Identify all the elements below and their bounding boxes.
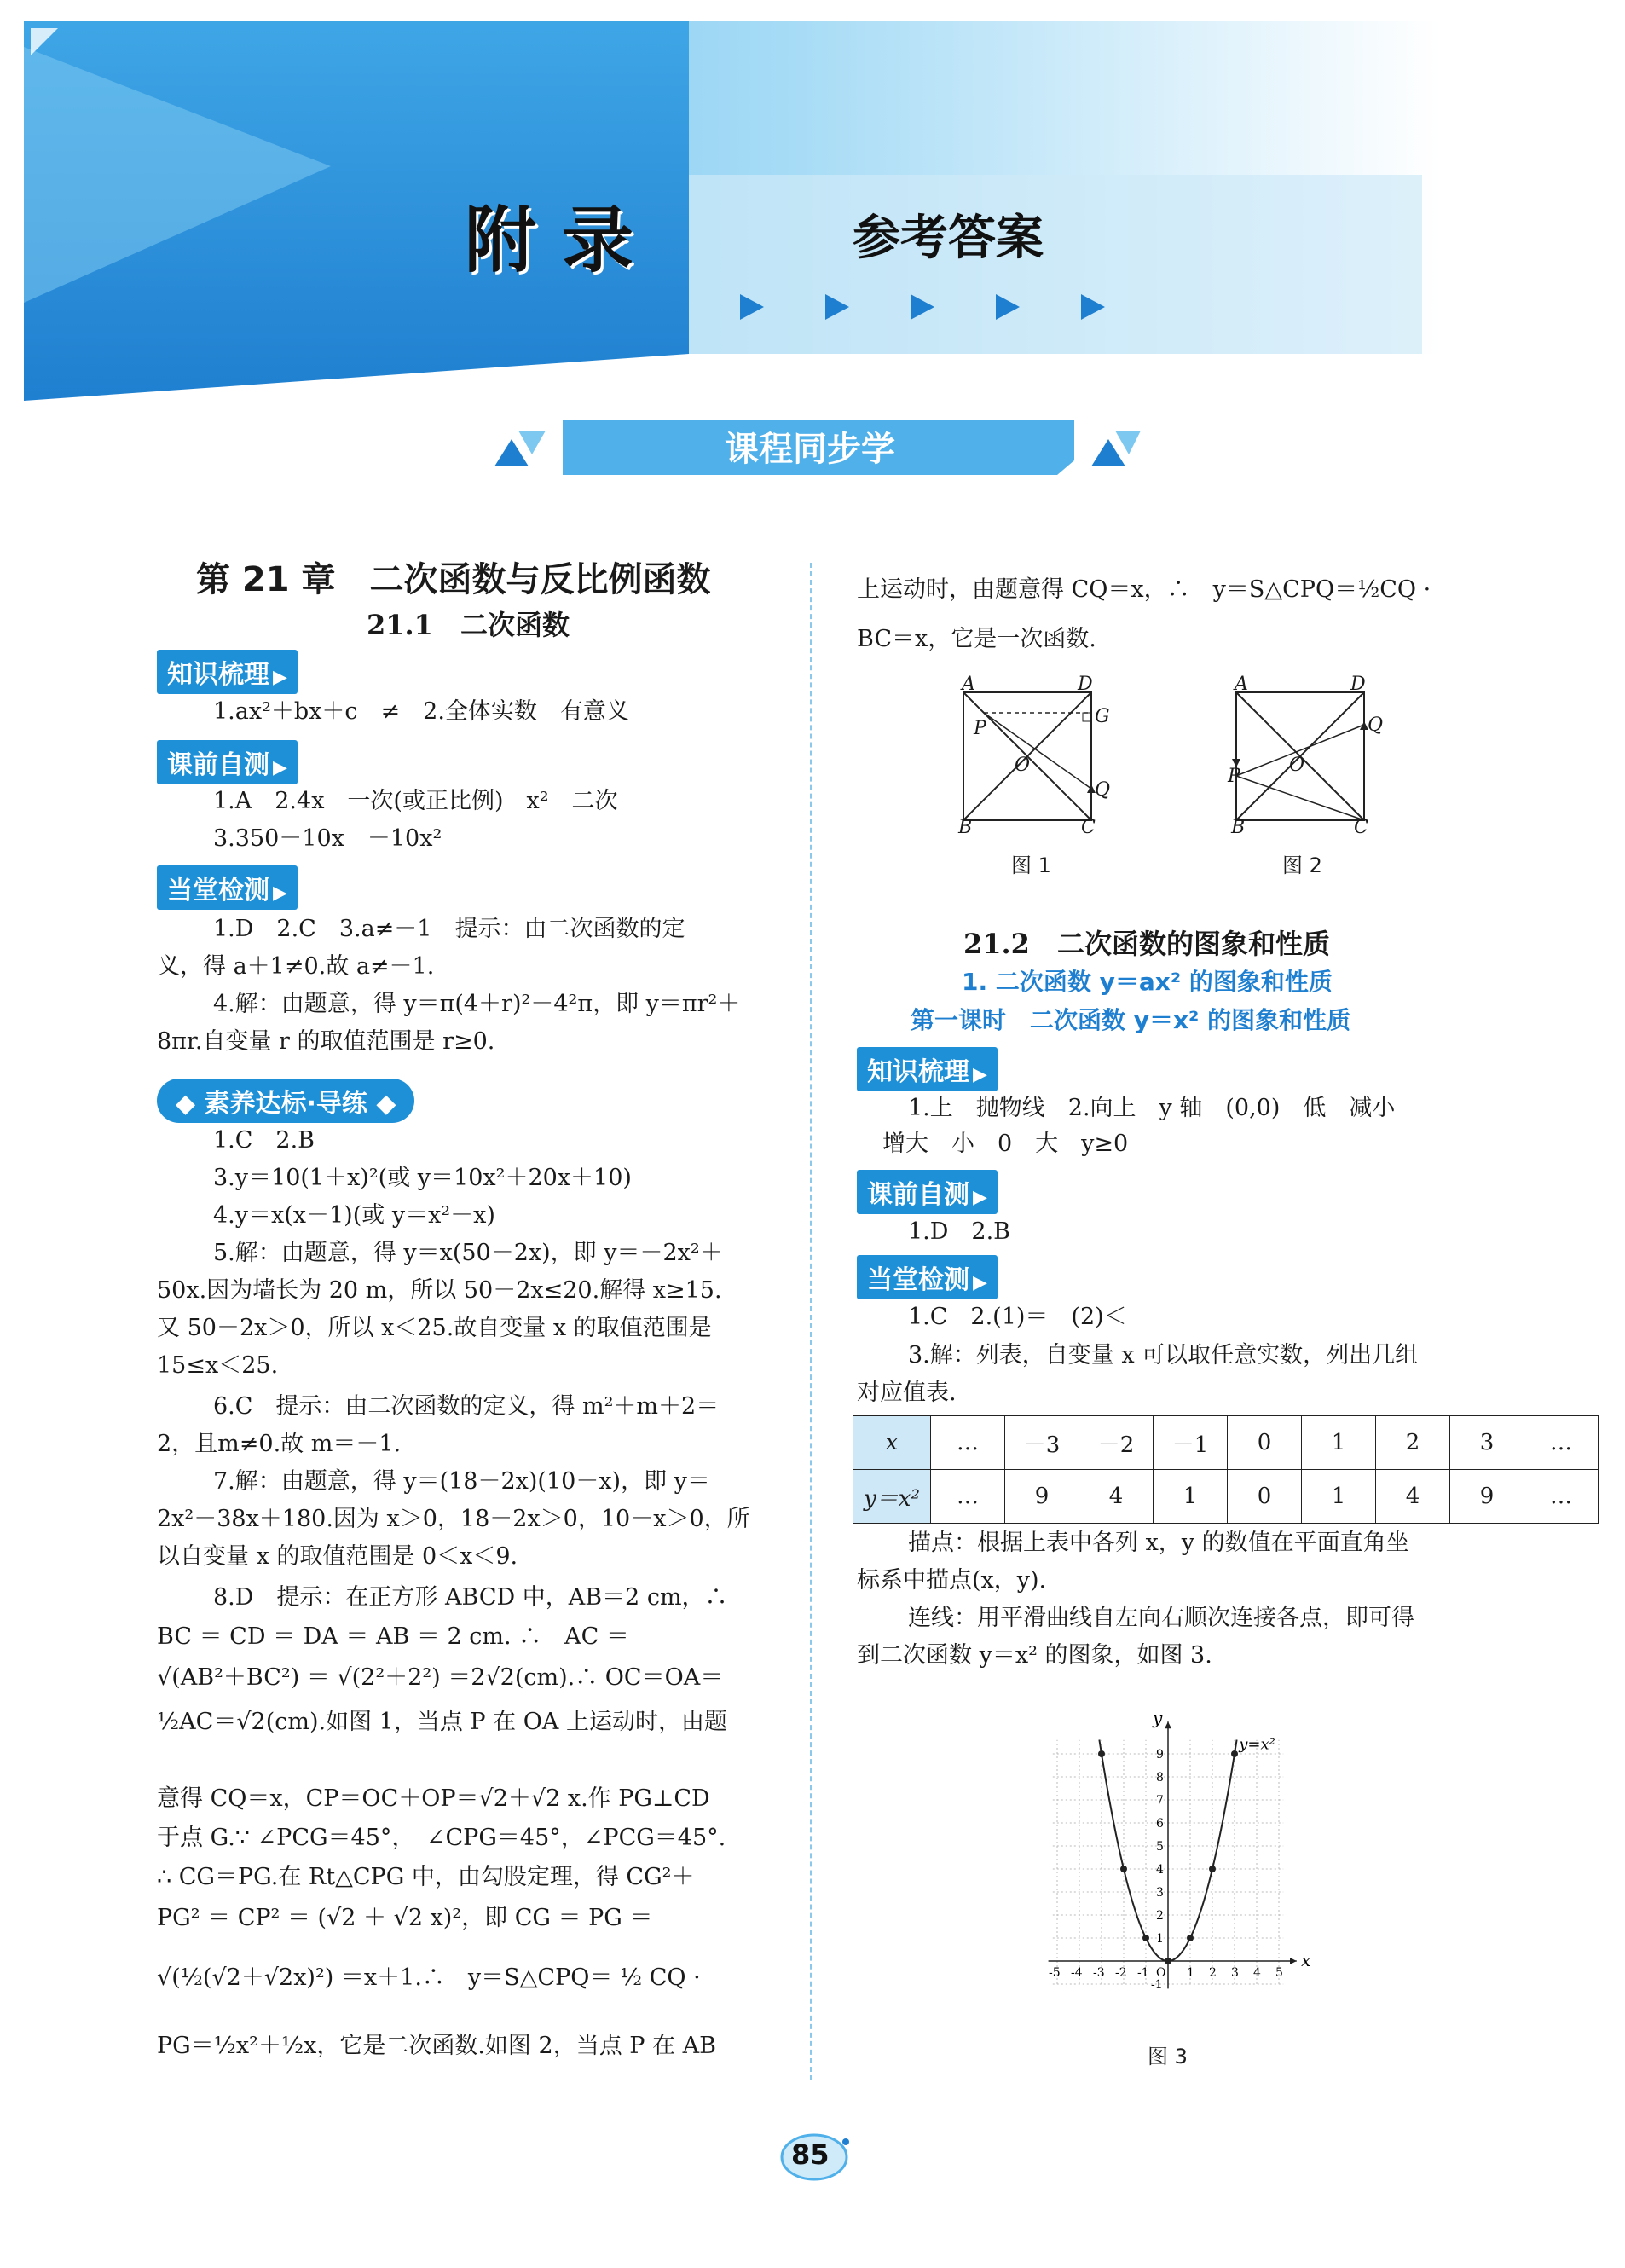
left-line-20: BC ＝ CD ＝ DA ＝ AB ＝ 2 cm. ∴ AC ＝	[157, 1623, 629, 1650]
value-table	[853, 1415, 1599, 1524]
x-axis-label: x	[1301, 1950, 1311, 1970]
left-line-19: 8.D 提示：在正方形 ABCD 中，AB＝2 cm，∴	[213, 1584, 728, 1611]
x-tick-label: 3	[1231, 1966, 1239, 1980]
left-line-11: 50x.因为墙长为 20 m，所以 50－2x≤20.解得 x≥15.	[157, 1277, 722, 1304]
table-cell: 0	[1228, 1470, 1302, 1524]
left-line-23: 意得 CQ＝x，CP＝OC＋OP＝√2＋√2 x.作 PG⊥CD	[157, 1785, 710, 1812]
figure-3-caption: 图 3	[1148, 2045, 1188, 2068]
left-line-16: 7.解：由题意，得 y＝(18－2x)(10－x)，即 y＝	[213, 1468, 710, 1495]
left-line-10: 5.解：由题意，得 y＝x(50－2x)，即 y＝－2x²＋	[213, 1240, 723, 1266]
figure-3-parabola	[998, 1680, 1339, 2024]
right-line-9: 到二次函数 y＝x² 的图象，如图 3.	[857, 1642, 1212, 1669]
x-axis-arrow	[1290, 1958, 1297, 1964]
x-tick-label: O	[1156, 1966, 1166, 1980]
x-tick-label: 5	[1275, 1966, 1283, 1980]
table-cell: …	[931, 1416, 1005, 1470]
table-cell: 1	[1302, 1416, 1376, 1470]
left-line-7: 1.C 2.B	[213, 1127, 315, 1154]
table-cell: 2	[1376, 1416, 1450, 1470]
label-check-right: 当堂检测 ▶	[857, 1255, 998, 1299]
answers-subtitle: 参考答案	[853, 211, 1044, 266]
y-tick-label: 2	[1156, 1909, 1164, 1923]
table-cell: …	[1524, 1470, 1599, 1524]
table-row-x	[853, 1416, 1599, 1470]
data-point	[1142, 1935, 1149, 1941]
section-title-21-2: 21.2 二次函数的图象和性质	[963, 928, 1330, 960]
table-cell: 1	[1154, 1470, 1228, 1524]
left-line-25: ∴ CG＝PG.在 Rt△CPG 中，由勾股定理，得 CG²＋	[157, 1864, 695, 1890]
label-preview: 课前自测 ▶	[157, 740, 298, 784]
label-knowledge-right: 知识梳理 ▶	[857, 1047, 998, 1091]
x-tick-label: 1	[1187, 1966, 1194, 1980]
data-point	[1098, 1750, 1105, 1757]
left-line-24: 于点 G.∵ ∠PCG＝45°， ∠CPG＝45°，∠PCG＝45°.	[157, 1825, 726, 1851]
subsection-lesson-1: 第一课时 二次函数 y＝x² 的图象和性质	[911, 1006, 1351, 1034]
left-line-13: 15≤x＜25.	[157, 1352, 279, 1379]
left-line-2: 3.350－10x －10x²	[213, 825, 442, 852]
table-cell: 9	[1450, 1470, 1524, 1524]
course-banner-text: 课程同步学	[725, 430, 895, 469]
right-line-2: 1.D 2.B	[908, 1218, 1011, 1245]
figure-2-caption: 图 2	[1282, 853, 1322, 877]
figure-1: A D G P O Q B C	[958, 674, 1111, 838]
right-line-3: 1.C 2.(1)＝ (2)＜	[908, 1304, 1127, 1330]
table-cell: y＝x²	[853, 1470, 931, 1524]
data-point	[1231, 1750, 1238, 1757]
label-knowledge: 知识梳理 ▶	[157, 650, 298, 694]
left-line-6: 8πr.自变量 r 的取值范围是 r≥0.	[157, 1028, 495, 1055]
page-number: 85	[791, 2138, 830, 2171]
data-point	[1165, 1958, 1171, 1964]
label-practice: ◆ 素养达标·导练 ◆	[157, 1079, 414, 1123]
table-cell: －2	[1079, 1416, 1154, 1470]
right-line-1: 增大 小 0 大 y≥0	[882, 1131, 1129, 1157]
table-cell: 4	[1079, 1470, 1154, 1524]
y-axis-arrow	[1165, 1721, 1171, 1728]
table-cell: －3	[1005, 1416, 1079, 1470]
y-tick-label: 3	[1156, 1886, 1164, 1900]
table-cell: …	[1524, 1416, 1599, 1470]
table-cell: 4	[1376, 1470, 1450, 1524]
left-line-17: 2x²－38x＋180.因为 x＞0，18－2x＞0，10－x＞0，所	[157, 1506, 750, 1532]
y-axis-label: y	[1153, 1707, 1163, 1728]
data-point	[1187, 1935, 1194, 1941]
table-cell: 9	[1005, 1470, 1079, 1524]
figure-1-caption: 图 1	[1011, 853, 1051, 877]
left-line-26: PG² ＝ CP² ＝ (√2 ＋ √2 x)²，即 CG ＝ PG ＝	[157, 1905, 653, 1931]
section-title-21-1: 21.1 二次函数	[367, 609, 570, 641]
table-row-y	[853, 1470, 1599, 1524]
table-cell: 0	[1228, 1416, 1302, 1470]
y-tick-label: 7	[1156, 1794, 1164, 1808]
right-intro-0: 上运动时，由题意得 CQ＝x，∴ y＝S△CPQ＝½CQ ·	[857, 576, 1431, 603]
left-line-18: 以自变量 x 的取值范围是 0＜x＜9.	[157, 1543, 518, 1570]
subsection-1: 1. 二次函数 y＝ax² 的图象和性质	[962, 968, 1333, 996]
left-line-22: ½AC＝√2(cm).如图 1，当点 P 在 OA 上运动时，由题	[157, 1709, 727, 1735]
header-banner	[24, 21, 1439, 401]
left-line-3: 1.D 2.C 3.a≠－1 提示：由二次函数的定	[213, 916, 685, 942]
left-line-5: 4.解：由题意，得 y＝π(4＋r)²－4²π，即 y＝πr²＋	[213, 991, 741, 1017]
appendix-title: 附录	[465, 199, 660, 282]
left-line-12: 又 50－2x＞0，所以 x＜25.故自变量 x 的取值范围是	[157, 1315, 712, 1341]
y-tick-label: 4	[1156, 1863, 1164, 1877]
x-tick-label: -1	[1137, 1966, 1149, 1980]
left-line-4: 义，得 a＋1≠0.故 a≠－1.	[157, 953, 435, 980]
right-line-7: 标系中描点(x，y).	[857, 1567, 1047, 1594]
y-tick-label: 1	[1156, 1932, 1164, 1946]
x-tick-label: -3	[1093, 1966, 1105, 1980]
curve-label: y=x²	[1239, 1735, 1275, 1754]
y-tick-label: 6	[1156, 1817, 1164, 1831]
right-line-8: 连线：用平滑曲线自左向右顺次连接各点，即可得	[908, 1605, 1414, 1631]
x-tick-label: -2	[1115, 1966, 1127, 1980]
right-intro-1: BC＝x，它是一次函数.	[857, 626, 1096, 652]
left-line-0: 1.ax²＋bx＋c ≠ 2.全体实数 有意义	[213, 698, 629, 725]
left-line-15: 2，且m≠0.故 m＝－1.	[157, 1431, 402, 1457]
column-divider	[810, 563, 812, 2080]
table-cell: 3	[1450, 1416, 1524, 1470]
right-line-4: 3.解：列表，自变量 x 可以取任意实数，列出几组	[908, 1342, 1419, 1368]
left-line-14: 6.C 提示：由二次函数的定义，得 m²＋m＋2＝	[213, 1393, 720, 1420]
x-tick-label: -4	[1071, 1966, 1083, 1980]
chapter-title: 第 21 章 二次函数与反比例函数	[196, 560, 711, 599]
right-line-0: 1.上 抛物线 2.向上 y 轴 (0,0) 低 减小	[908, 1095, 1396, 1121]
table-cell: 1	[1302, 1470, 1376, 1524]
left-line-27: √(½(√2＋√2x)²) ＝x＋1.∴ y＝S△CPQ＝ ½ CQ ·	[157, 1964, 701, 1991]
table-cell: x	[853, 1416, 931, 1470]
y-tick-label: 5	[1156, 1840, 1164, 1854]
right-line-5: 对应值表.	[857, 1380, 957, 1406]
left-line-9: 4.y＝x(x－1)(或 y＝x²－x)	[213, 1202, 495, 1229]
y-tick-label: 8	[1156, 1771, 1164, 1785]
label-preview-right: 课前自测 ▶	[857, 1170, 998, 1214]
label-check: 当堂检测 ▶	[157, 865, 298, 910]
figure-2: A D Q P O B C	[1228, 674, 1384, 838]
right-line-6: 描点：根据上表中各列 x，y 的数值在平面直角坐	[908, 1530, 1409, 1556]
data-point	[1120, 1866, 1127, 1872]
table-cell: －1	[1154, 1416, 1228, 1470]
left-line-8: 3.y＝10(1＋x)²(或 y＝10x²＋20x＋10)	[213, 1165, 632, 1191]
left-line-28: PG＝½x²＋½x，它是二次函数.如图 2，当点 P 在 AB	[157, 2033, 716, 2059]
x-tick-label: 2	[1209, 1966, 1217, 1980]
left-line-21: √(AB²＋BC²) ＝ √(2²＋2²) ＝2√2(cm).∴ OC＝OA＝	[157, 1664, 724, 1691]
data-point	[1209, 1866, 1216, 1872]
table-cell: …	[931, 1470, 1005, 1524]
x-tick-label: 4	[1253, 1966, 1261, 1980]
x-tick-label: -5	[1049, 1966, 1061, 1980]
y-tick-label: 9	[1156, 1748, 1164, 1762]
y-tick-label: -1	[1151, 1978, 1163, 1992]
left-line-1: 1.A 2.4x 一次(或正比例) x² 二次	[213, 788, 618, 814]
